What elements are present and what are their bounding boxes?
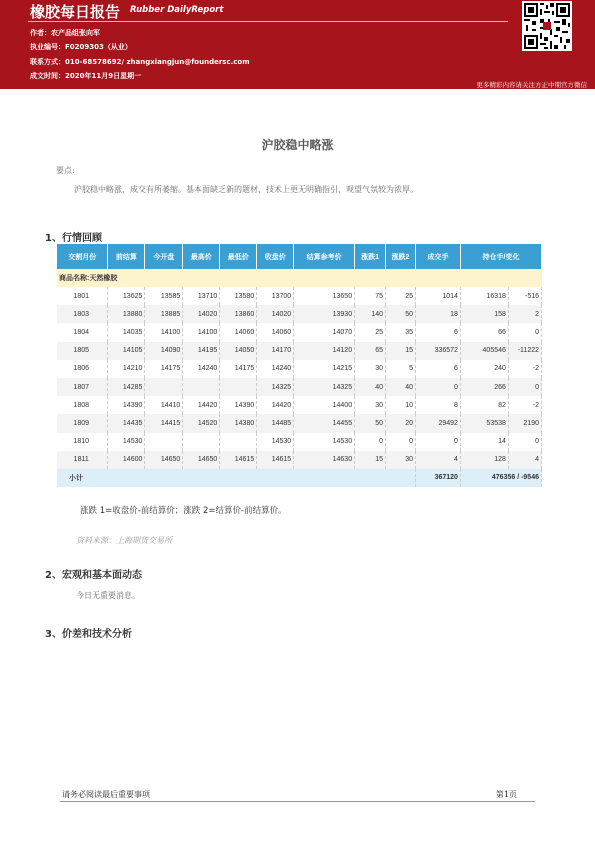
table-cell: 66 [460, 323, 508, 341]
table-cell: 14420 [257, 396, 294, 414]
table-cell: 2 [508, 305, 541, 323]
table-cell: 14100 [145, 323, 183, 341]
section-market-review: 1、行情回顾 [45, 233, 102, 244]
page-title: 沪胶稳中略涨 [261, 138, 334, 152]
table-cell: 266 [460, 378, 508, 396]
table-cell: 13885 [145, 305, 183, 323]
table-cell: 14650 [183, 451, 220, 469]
table-cell: 14090 [145, 342, 183, 360]
category-label: 商品名称:天然橡胶 [57, 269, 542, 287]
table-cell: 13650 [294, 287, 355, 305]
table-cell: 14215 [294, 360, 355, 378]
table-cell: 14020 [183, 305, 220, 323]
table-cell: 4 [508, 451, 541, 469]
quote-table [57, 244, 542, 487]
table-cell: 14050 [220, 342, 257, 360]
total-cell: 476356 / -9546 [460, 469, 541, 487]
table-cell: 30 [386, 451, 416, 469]
table-cell: 0 [508, 378, 541, 396]
col-header: 前结算 [108, 244, 145, 269]
table-row [57, 305, 542, 323]
qr-code-icon [522, 1, 572, 51]
table-cell: -11222 [508, 342, 541, 360]
table-cell: 14240 [183, 360, 220, 378]
table-cell: 14035 [108, 323, 145, 341]
section-macro: 2、宏观和基本面动态 [45, 570, 142, 581]
data-source: 资料来源：上海期货交易所 [76, 536, 172, 545]
report-header [0, 0, 595, 92]
table-cell: 140 [355, 305, 386, 323]
table-cell [183, 378, 220, 396]
table-cell: 13585 [145, 287, 183, 305]
table-cell: 14175 [145, 360, 183, 378]
total-cell: 小计 [57, 469, 416, 487]
table-cell: 14455 [294, 414, 355, 432]
table-cell: 16318 [460, 287, 508, 305]
table-cell: 14105 [108, 342, 145, 360]
table-cell: 14100 [183, 323, 220, 341]
col-header: 涨跌1 [355, 244, 386, 269]
table-cell: 14120 [294, 342, 355, 360]
col-header: 成交手 [416, 244, 461, 269]
table-cell: 0 [508, 433, 541, 451]
report-title-cn: 橡胶每日报告 [30, 3, 121, 21]
table-cell: 14175 [220, 360, 257, 378]
author-line: 作者：农产品组张向军 [30, 29, 100, 37]
table-cell: 14390 [108, 396, 145, 414]
table-cell: 14615 [220, 451, 257, 469]
total-row [57, 469, 542, 487]
table-cell: 82 [460, 396, 508, 414]
table-cell: 15 [386, 342, 416, 360]
license-line: 执业编号：F0209303（从业） [30, 43, 132, 51]
table-cell: 40 [386, 378, 416, 396]
table-cell: 29492 [416, 414, 461, 432]
key-points-label: 要点: [56, 166, 75, 175]
table-cell: 53538 [460, 414, 508, 432]
macro-text: 今日无重要消息。 [76, 591, 140, 600]
table-header-row [57, 244, 542, 269]
table-cell: 35 [386, 323, 416, 341]
table-cell: 1811 [57, 451, 108, 469]
table-cell: 15 [355, 451, 386, 469]
table-cell: 13625 [108, 287, 145, 305]
table-cell: 1804 [57, 323, 108, 341]
table-cell: 14325 [257, 378, 294, 396]
table-cell: 13700 [257, 287, 294, 305]
table-cell: 1805 [57, 342, 108, 360]
table-row [57, 323, 542, 341]
table-cell: 30 [355, 360, 386, 378]
table-cell: 20 [386, 414, 416, 432]
col-header: 持仓手/变化 [460, 244, 541, 269]
table-cell [145, 433, 183, 451]
footer-disclaimer: 请务必阅读最后重要事项 [62, 790, 150, 799]
table-cell: 13930 [294, 305, 355, 323]
table-cell: 14285 [108, 378, 145, 396]
table-cell: 14530 [294, 433, 355, 451]
table-cell: 336572 [416, 342, 461, 360]
date-line: 成文时间：2020年11月9日星期一 [30, 72, 142, 80]
col-header: 涨跌2 [386, 244, 416, 269]
table-cell: 14420 [183, 396, 220, 414]
table-cell: 6 [416, 360, 461, 378]
col-header: 结算参考价 [294, 244, 355, 269]
table-cell: 1809 [57, 414, 108, 432]
table-cell: 14170 [257, 342, 294, 360]
table-cell [145, 378, 183, 396]
table-cell: 13710 [183, 287, 220, 305]
table-cell: 8 [416, 396, 461, 414]
table-cell: 158 [460, 305, 508, 323]
table-cell: 14240 [257, 360, 294, 378]
table-cell: 14325 [294, 378, 355, 396]
change-definition-note: 涨跌 1=收盘价-前结算价；涨跌 2=结算价-前结算价。 [80, 506, 287, 516]
table-cell [220, 378, 257, 396]
contact-line: 联系方式：010-68578692/ zhangxiangjun@foundersc.com [30, 58, 250, 66]
table-cell: 10 [386, 396, 416, 414]
table-cell: 6 [416, 323, 461, 341]
table-cell: 14390 [220, 396, 257, 414]
table-cell: -2 [508, 360, 541, 378]
table-cell: 2190 [508, 414, 541, 432]
table-cell: 14630 [294, 451, 355, 469]
summary-text: 沪胶稳中略涨，成交有所萎缩。基本面缺乏新的题材，技术上更无明确指引，观望气氛较为浓厚。 [74, 185, 418, 194]
col-header: 最高价 [183, 244, 220, 269]
table-cell: -2 [508, 396, 541, 414]
table-cell: 14435 [108, 414, 145, 432]
table-cell: 405546 [460, 342, 508, 360]
table-cell: 4 [416, 451, 461, 469]
table-cell: 75 [355, 287, 386, 305]
table-cell: 14060 [257, 323, 294, 341]
follow-wechat-text: 更多精彩内容请关注方正中期官方微信 [476, 81, 587, 89]
table-cell: 240 [460, 360, 508, 378]
total-cell: 367120 [416, 469, 461, 487]
section-technical: 3、价差和技术分析 [45, 629, 132, 640]
table-cell: 14210 [108, 360, 145, 378]
title-underline [28, 21, 508, 22]
table-cell: 14600 [108, 451, 145, 469]
table-cell: 0 [355, 433, 386, 451]
table-cell: 14020 [257, 305, 294, 323]
table-cell: 40 [355, 378, 386, 396]
table-cell: 13580 [220, 287, 257, 305]
table-cell: 14650 [145, 451, 183, 469]
table-row [57, 414, 542, 432]
table-cell: 14 [460, 433, 508, 451]
table-cell: 14195 [183, 342, 220, 360]
table-row [57, 287, 542, 305]
table-cell: 14380 [220, 414, 257, 432]
footer-divider [60, 801, 535, 802]
table-cell: 14520 [183, 414, 220, 432]
table-cell: 14410 [145, 396, 183, 414]
col-header: 收盘价 [257, 244, 294, 269]
table-cell: 65 [355, 342, 386, 360]
table-cell: 25 [386, 287, 416, 305]
table-cell: 0 [416, 433, 461, 451]
table-cell: 14070 [294, 323, 355, 341]
table-row [57, 451, 542, 469]
table-cell: -516 [508, 287, 541, 305]
table-cell: 128 [460, 451, 508, 469]
table-cell: 1803 [57, 305, 108, 323]
table-cell: 0 [386, 433, 416, 451]
table-cell: 1807 [57, 378, 108, 396]
table-cell: 18 [416, 305, 461, 323]
table-cell: 1810 [57, 433, 108, 451]
table-cell: 1808 [57, 396, 108, 414]
table-cell [220, 433, 257, 451]
table-row [57, 342, 542, 360]
page-number: 第1页 [495, 790, 517, 799]
table-row [57, 360, 542, 378]
table-row [57, 396, 542, 414]
table-cell: 14485 [257, 414, 294, 432]
col-header: 交割月份 [57, 244, 108, 269]
table-cell: 14530 [108, 433, 145, 451]
table-cell: 50 [355, 414, 386, 432]
table-cell: 50 [386, 305, 416, 323]
table-cell: 13880 [108, 305, 145, 323]
category-row [57, 269, 542, 287]
table-cell: 0 [416, 378, 461, 396]
table-cell: 5 [386, 360, 416, 378]
table-row [57, 378, 542, 396]
table-cell: 13860 [220, 305, 257, 323]
table-cell: 1014 [416, 287, 461, 305]
table-cell: 14615 [257, 451, 294, 469]
table-cell: 14060 [220, 323, 257, 341]
table-cell: 30 [355, 396, 386, 414]
table-cell [183, 433, 220, 451]
table-cell: 1806 [57, 360, 108, 378]
table-cell: 1801 [57, 287, 108, 305]
table-cell: 14400 [294, 396, 355, 414]
table-cell: 14530 [257, 433, 294, 451]
table-cell: 0 [508, 323, 541, 341]
col-header: 最低价 [220, 244, 257, 269]
table-cell: 25 [355, 323, 386, 341]
report-title-en: Rubber DailyReport [130, 5, 224, 15]
table-row [57, 433, 542, 451]
table-cell: 14415 [145, 414, 183, 432]
col-header: 今开盘 [145, 244, 183, 269]
